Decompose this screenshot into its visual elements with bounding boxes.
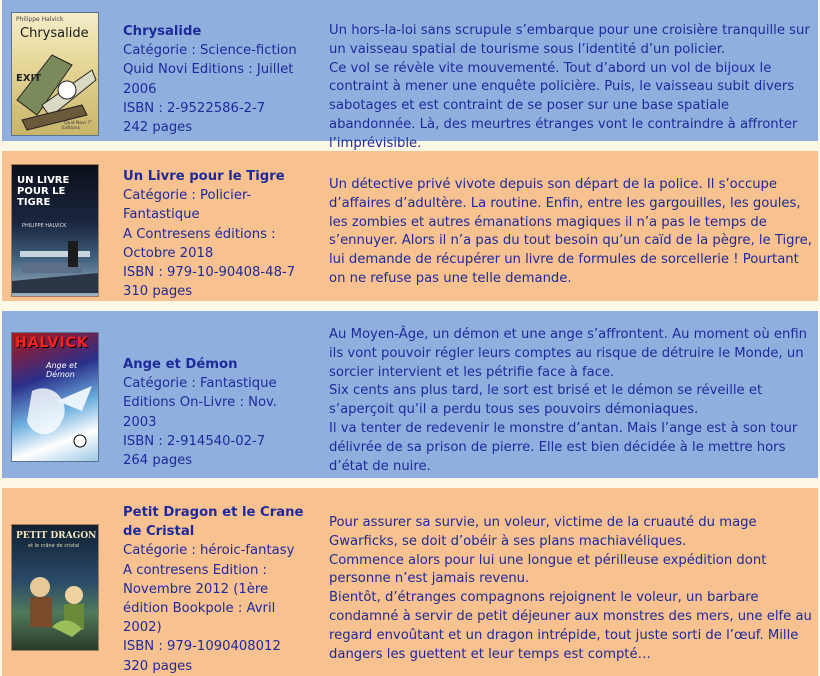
cover-title: PETIT DRAGON: [16, 531, 97, 541]
cover-title: UN LIVRE POUR LE TIGRE: [17, 175, 70, 208]
book-row-chrysalide: [0, 0, 820, 151]
book-row-petit-dragon: [0, 488, 820, 676]
description-paragraph: Ce vol se révèle vite mouvementé. Tout d’abord un vol de bijoux le contraint à mener une enquête policière. Puis, le vaisseau subit divers sabotages et est contraint de se poser sur une base spatiale abandonnée. Là, des meurtres étranges vont le contraindre à affronter l’imprévisible.: [329, 60, 798, 151]
book-cover-ange-demon[interactable]: [12, 333, 98, 461]
description-paragraph: Un hors-la-loi sans scrupule s’embarque pour une croisière tranquille sur un vaisseau spatial de tourisme sous l’identité d’un policier.: [329, 23, 810, 57]
book-publisher: Quid Novi Editions : Juillet 2006: [123, 62, 294, 97]
book-pages: 242 pages: [123, 120, 193, 136]
book-title[interactable]: Ange et Démon: [123, 357, 238, 372]
book-row-livre-tigre: [0, 151, 820, 301]
book-description: [329, 22, 815, 154]
book-description: [329, 514, 815, 664]
description-paragraph: Au Moyen-Âge, un démon et une ange s’affrontent. Au moment où enfin ils vont pouvoir régler leurs comptes au risque de détruire le Monde, un sorcier intervient et les pétrifie face à face.: [329, 327, 808, 380]
book-category: Catégorie : Fantastique: [123, 376, 277, 392]
book-category: Catégorie : Science-fiction: [123, 43, 297, 59]
book-isbn: ISBN : 2-9522586-2-7: [123, 100, 266, 116]
book-publisher: A contresens Edition : Novembre 2012 (1ère édition Bookpole : Avril 2002): [123, 562, 276, 636]
book-category: Catégorie : héroic-fantasy: [123, 543, 295, 559]
book-description: [329, 326, 815, 476]
book-publisher: Editions On-Livre : Nov. 2003: [123, 395, 277, 430]
book-cover-livre-tigre[interactable]: [12, 165, 98, 296]
book-pages: 310 pages: [123, 284, 193, 300]
book-info: [123, 355, 313, 470]
cover-author: HALVICK: [15, 335, 89, 351]
description-paragraph: Il va tenter de redevenir le monstre d’antan. Mais l’ange est à son tour délivrée de sa prison de pierre. Elle est bien décidée à le mettre hors d’état de nuire.: [329, 420, 798, 474]
book-info: [123, 22, 313, 137]
book-row-ange-demon: [0, 311, 820, 478]
book-title[interactable]: Un Livre pour le Tigre: [123, 169, 285, 184]
book-title[interactable]: Chrysalide: [123, 24, 202, 39]
description-paragraph: Bientôt, d’étranges compagnons rejoignent le voleur, un barbare condamné à servir de petit déjeuner aux monstres des mers, une elfe au regard envoûtant et un dragon intrépide, tout juste sorti de l’œuf. Mille dangers les guettent et leur temps est compté…: [329, 590, 812, 662]
book-category: Catégorie : Policier-Fantastique: [123, 188, 252, 223]
description-paragraph: Six cents ans plus tard, le sort est brisé et le démon se réveille et s’aperçoit qu’il a perdu tous ses pouvoirs démoniaques.: [329, 383, 763, 418]
cover-title: Ange et Démon: [46, 361, 78, 379]
description-paragraph: Commence alors pour lui une longue et périlleuse expédition dont personne n’est jamais revenu.: [329, 552, 767, 587]
book-info: [123, 167, 313, 301]
book-title[interactable]: Petit Dragon et le Crane de Cristal: [123, 505, 304, 540]
book-isbn: ISBN : 979-10-90408-48-7: [123, 265, 296, 281]
cover-author: PHILIPPE HALVICK: [22, 223, 67, 229]
book-info: [123, 503, 313, 676]
book-description: [329, 176, 815, 289]
cover-illustration: [12, 233, 98, 293]
description-paragraph: Un détective privé vivote depuis son départ de la police. Il s’occupe d’affaires d’adultère. La routine. Enfin, entre les gargouilles, les goules, les zombies et autres émanations magiques il n’a pas le temps de s’ennuyer. Alors il n’a pas du tout besoin qu’un caïd de la pègre, le Tigre, lui demande de récupérer un livre de formules de sorcellerie ! Pourtant on ne refuse pas une telle demande.: [329, 177, 812, 286]
book-cover-chrysalide[interactable]: [12, 13, 98, 135]
book-pages: 264 pages: [123, 453, 193, 469]
book-isbn: ISBN : 979-1090408012: [123, 639, 281, 655]
book-publisher: A Contresens éditions : Octobre 2018: [123, 226, 276, 261]
cover-subtitle: et le crâne de cristal: [28, 543, 80, 549]
book-cover-petit-dragon[interactable]: [12, 525, 98, 650]
description-paragraph: Pour assurer sa survie, un voleur, victime de la cruauté du mage Gwarficks, se doit d’obéir à ses plans machiavéliques.: [329, 515, 757, 549]
cover-illustration: [12, 381, 98, 451]
cover-footer: "Quid Novi ?" Editions: [62, 121, 92, 131]
cover-tag: EXIT: [16, 73, 42, 84]
cover-title: Chrysalide: [20, 26, 89, 41]
cover-illustration: [12, 557, 98, 647]
book-pages: 320 pages: [123, 658, 193, 674]
cover-author: Philippe Halvick: [16, 16, 64, 23]
book-isbn: ISBN : 2-914540-02-7: [123, 433, 266, 449]
